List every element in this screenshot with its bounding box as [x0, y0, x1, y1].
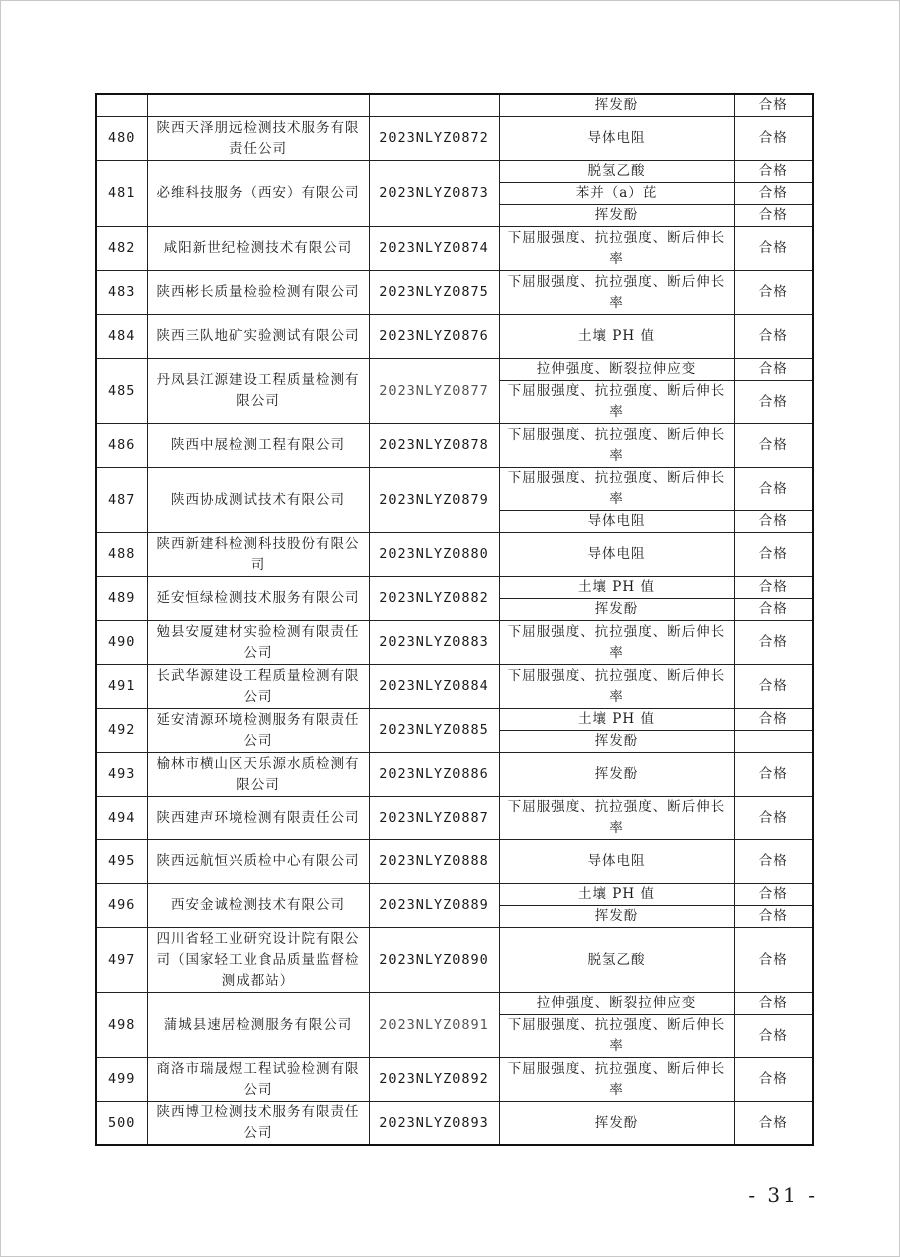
company-name: 陕西中展检测工程有限公司 [147, 424, 369, 468]
company-name: 咸阳新世纪检测技术有限公司 [147, 227, 369, 271]
test-item: 导体电阻 [499, 840, 734, 884]
row-number: 492 [96, 709, 147, 753]
certificate-code: 2023NLYZ0880 [369, 533, 499, 577]
test-item: 脱氢乙酸 [499, 928, 734, 993]
test-item: 挥发酚 [499, 599, 734, 621]
result: 合格 [734, 315, 813, 359]
certificate-code: 2023NLYZ0879 [369, 468, 499, 533]
certificate-code: 2023NLYZ0874 [369, 227, 499, 271]
result: 合格 [734, 161, 813, 183]
test-item: 挥发酚 [499, 205, 734, 227]
result: 合格 [734, 94, 813, 117]
row-number: 484 [96, 315, 147, 359]
table-row [96, 709, 813, 731]
row-number: 488 [96, 533, 147, 577]
result: 合格 [734, 665, 813, 709]
company-name: 商洛市瑞晟煜工程试验检测有限公司 [147, 1058, 369, 1102]
company-name: 陕西远航恒兴质检中心有限公司 [147, 840, 369, 884]
test-item: 脱氢乙酸 [499, 161, 734, 183]
certificate-code: 2023NLYZ0882 [369, 577, 499, 621]
result: 合格 [734, 511, 813, 533]
row-number: 485 [96, 359, 147, 424]
result: 合格 [734, 359, 813, 381]
company-name: 陕西新建科检测科技股份有限公司 [147, 533, 369, 577]
test-item: 土壤 PH 值 [499, 315, 734, 359]
row-number: 497 [96, 928, 147, 993]
certificate-code: 2023NLYZ0892 [369, 1058, 499, 1102]
test-item: 导体电阻 [499, 533, 734, 577]
certificate-code: 2023NLYZ0878 [369, 424, 499, 468]
company-name: 蒲城县速居检测服务有限公司 [147, 993, 369, 1058]
table-row [96, 884, 813, 906]
test-item: 导体电阻 [499, 511, 734, 533]
test-item: 下屈服强度、抗拉强度、断后伸长率 [499, 381, 734, 424]
company-name: 西安金诚检测技术有限公司 [147, 884, 369, 928]
row-number: 498 [96, 993, 147, 1058]
row-number: 486 [96, 424, 147, 468]
company-name: 榆林市横山区天乐源水质检测有限公司 [147, 753, 369, 797]
test-item: 下屈服强度、抗拉强度、断后伸长率 [499, 424, 734, 468]
test-item: 挥发酚 [499, 906, 734, 928]
table-row [96, 161, 813, 183]
company-name: 丹凤县江源建设工程质量检测有限公司 [147, 359, 369, 424]
result: 合格 [734, 227, 813, 271]
table-row [96, 424, 813, 468]
test-item: 拉伸强度、断裂拉伸应变 [499, 993, 734, 1015]
company-name: 延安恒绿检测技术服务有限公司 [147, 577, 369, 621]
test-item: 下屈服强度、抗拉强度、断后伸长率 [499, 227, 734, 271]
table-row [96, 577, 813, 599]
company-name: 陕西建声环境检测有限责任公司 [147, 797, 369, 840]
test-item: 土壤 PH 值 [499, 884, 734, 906]
result: 合格 [734, 271, 813, 315]
table-row [96, 117, 813, 161]
table-row [96, 1058, 813, 1102]
row-number: 499 [96, 1058, 147, 1102]
table-row [96, 665, 813, 709]
company-name: 延安清源环境检测服务有限责任公司 [147, 709, 369, 753]
test-item: 导体电阻 [499, 117, 734, 161]
result: 合格 [734, 621, 813, 665]
result: 合格 [734, 884, 813, 906]
table-row [96, 468, 813, 511]
result: 合格 [734, 599, 813, 621]
result: 合格 [734, 577, 813, 599]
row-number: 487 [96, 468, 147, 533]
certificate-code: 2023NLYZ0888 [369, 840, 499, 884]
result: 合格 [734, 205, 813, 227]
row-number: 482 [96, 227, 147, 271]
company-name: 陕西彬长质量检验检测有限公司 [147, 271, 369, 315]
row-number: 500 [96, 1102, 147, 1146]
table-row [96, 621, 813, 665]
certificate-code: 2023NLYZ0884 [369, 665, 499, 709]
certificate-code: 2023NLYZ0873 [369, 161, 499, 227]
company-name: 四川省轻工业研究设计院有限公司（国家轻工业食品质量监督检测成都站） [147, 928, 369, 993]
company-name: 陕西天泽朋远检测技术服务有限责任公司 [147, 117, 369, 161]
result [734, 731, 813, 753]
row-number: 495 [96, 840, 147, 884]
row-number: 491 [96, 665, 147, 709]
test-item: 苯并（a）芘 [499, 183, 734, 205]
table-row [96, 993, 813, 1015]
test-item: 挥发酚 [499, 731, 734, 753]
row-number: 494 [96, 797, 147, 840]
row-number: 483 [96, 271, 147, 315]
result: 合格 [734, 183, 813, 205]
test-item: 下屈服强度、抗拉强度、断后伸长率 [499, 665, 734, 709]
test-item: 挥发酚 [499, 94, 734, 117]
certificate-code: 2023NLYZ0887 [369, 797, 499, 840]
certificate-code: 2023NLYZ0893 [369, 1102, 499, 1146]
result: 合格 [734, 468, 813, 511]
table-row [96, 94, 813, 117]
result: 合格 [734, 993, 813, 1015]
result: 合格 [734, 797, 813, 840]
table-row [96, 1102, 813, 1146]
company-name: 陕西协成测试技术有限公司 [147, 468, 369, 533]
certificate-code: 2023NLYZ0889 [369, 884, 499, 928]
result: 合格 [734, 906, 813, 928]
test-item: 土壤 PH 值 [499, 577, 734, 599]
result: 合格 [734, 381, 813, 424]
result: 合格 [734, 1102, 813, 1146]
result: 合格 [734, 117, 813, 161]
row-number: 493 [96, 753, 147, 797]
table-row [96, 533, 813, 577]
certificate-code: 2023NLYZ0876 [369, 315, 499, 359]
row-number: 490 [96, 621, 147, 665]
row-number: 496 [96, 884, 147, 928]
company-name: 陕西博卫检测技术服务有限责任公司 [147, 1102, 369, 1146]
certificate-code: 2023NLYZ0875 [369, 271, 499, 315]
table-row [96, 359, 813, 381]
certificate-code: 2023NLYZ0890 [369, 928, 499, 993]
table-row [96, 271, 813, 315]
result: 合格 [734, 1058, 813, 1102]
results-table [95, 93, 814, 1146]
row-number: 489 [96, 577, 147, 621]
result: 合格 [734, 424, 813, 468]
certificate-code: 2023NLYZ0883 [369, 621, 499, 665]
table-row [96, 227, 813, 271]
test-item: 下屈服强度、抗拉强度、断后伸长率 [499, 468, 734, 511]
result: 合格 [734, 709, 813, 731]
company-name: 陕西三队地矿实验测试有限公司 [147, 315, 369, 359]
certificate-code: 2023NLYZ0877 [369, 359, 499, 424]
test-item: 拉伸强度、断裂拉伸应变 [499, 359, 734, 381]
company-name: 勉县安厦建材实验检测有限责任公司 [147, 621, 369, 665]
company-name: 必维科技服务（西安）有限公司 [147, 161, 369, 227]
table-row [96, 840, 813, 884]
row-number: 480 [96, 117, 147, 161]
result: 合格 [734, 1015, 813, 1058]
table-row [96, 797, 813, 840]
test-item: 下屈服强度、抗拉强度、断后伸长率 [499, 797, 734, 840]
certificate-code: 2023NLYZ0891 [369, 993, 499, 1058]
row-number: 481 [96, 161, 147, 227]
test-item: 下屈服强度、抗拉强度、断后伸长率 [499, 621, 734, 665]
test-item: 挥发酚 [499, 1102, 734, 1146]
result: 合格 [734, 753, 813, 797]
result: 合格 [734, 928, 813, 993]
result: 合格 [734, 533, 813, 577]
test-item: 挥发酚 [499, 753, 734, 797]
test-item: 下屈服强度、抗拉强度、断后伸长率 [499, 271, 734, 315]
table-row [96, 928, 813, 993]
page-number: - 31 - [748, 1183, 818, 1207]
test-item: 下屈服强度、抗拉强度、断后伸长率 [499, 1015, 734, 1058]
table-row [96, 753, 813, 797]
test-item: 下屈服强度、抗拉强度、断后伸长率 [499, 1058, 734, 1102]
certificate-code: 2023NLYZ0885 [369, 709, 499, 753]
company-name: 长武华源建设工程质量检测有限公司 [147, 665, 369, 709]
certificate-code: 2023NLYZ0872 [369, 117, 499, 161]
result: 合格 [734, 840, 813, 884]
test-item: 土壤 PH 值 [499, 709, 734, 731]
table-row [96, 315, 813, 359]
certificate-code: 2023NLYZ0886 [369, 753, 499, 797]
